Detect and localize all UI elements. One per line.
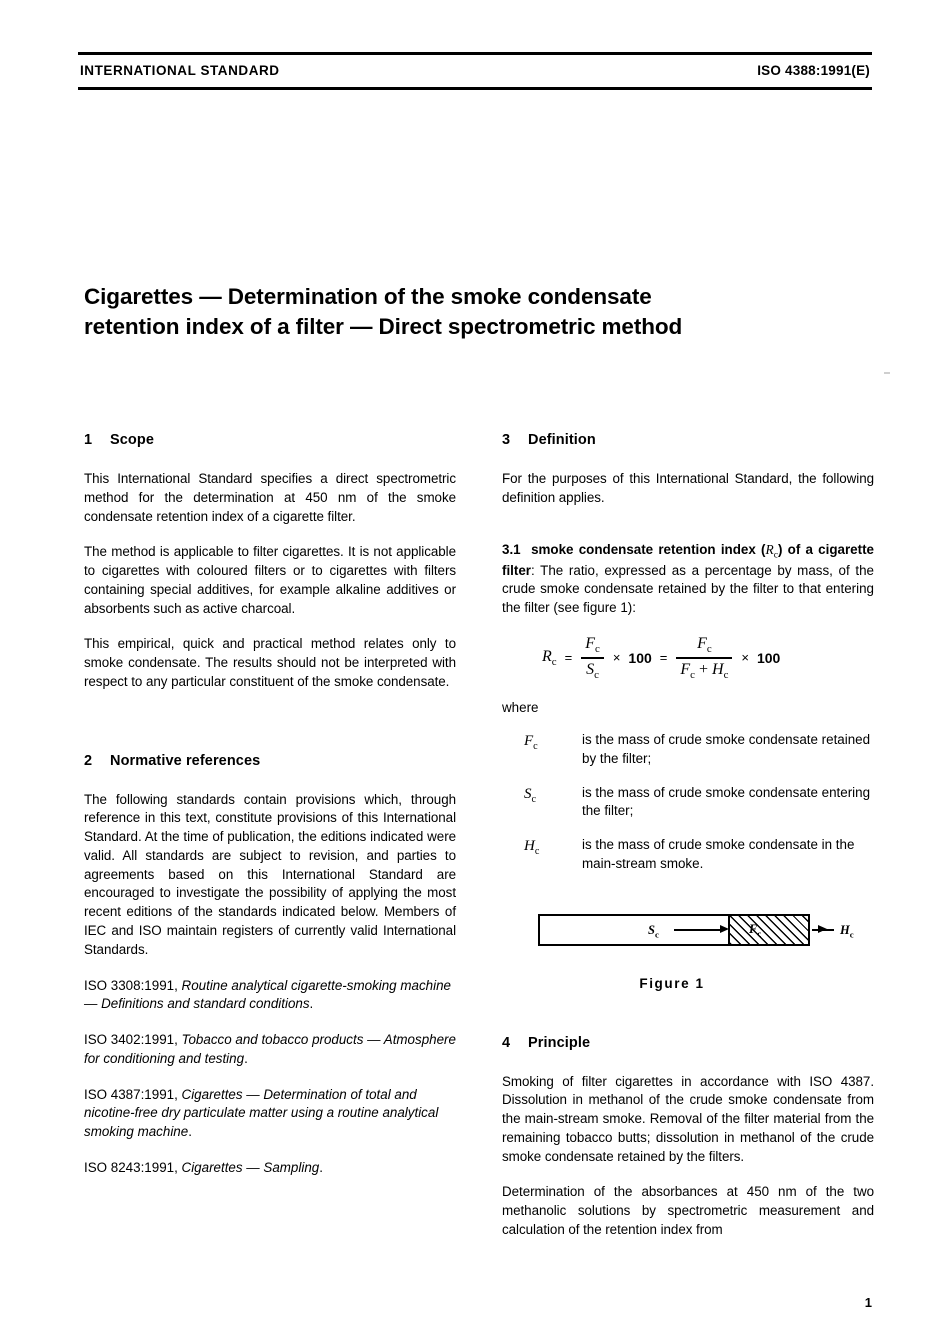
variable-description: is the mass of crude smoke condensate entering the filter; <box>582 784 871 819</box>
formula-fraction-2-bar <box>676 657 732 659</box>
formula-times-2: × <box>741 650 749 666</box>
section-heading-principle <box>502 1035 874 1051</box>
reference-tail: . <box>319 1159 323 1175</box>
header-left-label: INTERNATIONAL STANDARD <box>80 63 280 78</box>
reference-item <box>84 1031 456 1069</box>
section-gap <box>84 709 456 753</box>
formula-hundred-2: 100 <box>756 649 781 666</box>
scope-paragraph-2: The method is applicable to filter cigarettes. It is not applicable to cigarettes with coloured filters or to cigarettes with filters containing special additives, for example alkaline additives or absorbents such as active charcoal. <box>84 544 456 616</box>
page-number: 1 <box>864 1295 872 1310</box>
scope-paragraph-1: This International Standard specifies a direct spectrometric method for the determination at 450 nm of the smoke condensate retention index of a cigarette filter. <box>84 471 456 524</box>
reference-item <box>84 977 456 1015</box>
reference-title: Routine analytical cigarette-smoking machine — Definitions and standard conditions <box>84 977 451 1012</box>
variable-description: is the mass of crude smoke condensate in the main-stream smoke. <box>582 837 855 871</box>
variable-symbol: $S_c$ <box>524 785 537 805</box>
page-header <box>78 52 872 90</box>
variable-definitions-list <box>502 731 874 874</box>
variable-symbol: $F_c$ <box>524 732 538 752</box>
section-heading-normative-references <box>84 753 456 769</box>
left-column <box>84 432 456 1195</box>
smoke-outflow-arrow-head <box>818 925 827 933</box>
principle-paragraph-1: Smoking of filter cigarettes in accordance with ISO 4387. Dissolution in methanol of the crude smoke condensate from the main-stream smoke. Removal of the filter material from the remaining tobacco butts; dissolution in methanol of the crude smoke condensate retained by the filters. <box>502 1073 874 1164</box>
reference-tail: . <box>244 1050 248 1066</box>
header-rule-bottom <box>78 87 872 90</box>
right-column <box>502 432 874 1240</box>
reference-item <box>84 1159 456 1178</box>
variable-description: is the mass of crude smoke condensate retained by the filter; <box>582 731 871 766</box>
reference-id: ISO 4387:1991, <box>84 1086 182 1102</box>
section-heading-scope <box>84 432 456 448</box>
section-title-normative-references: Normative references <box>110 752 261 769</box>
figure-label-sc: $S_c$ <box>648 922 659 940</box>
reference-title: Cigarettes — Determination of total and nicotine-free dry particulate matter using a routine analytical smoking machine <box>84 1086 439 1140</box>
figure-1-diagram <box>502 902 874 960</box>
reference-id: ISO 3402:1991, <box>84 1032 182 1048</box>
smoke-inflow-arrow-head <box>720 925 729 933</box>
smoke-inflow-arrow-line <box>674 929 724 931</box>
figure-label-fc: $F_c$ <box>749 921 762 939</box>
scope-paragraph-3: This empirical, quick and practical method relates only to smoke condensate. The results should not be interpreted with respect to any particular constituent of the smoke condensate. <box>84 636 456 689</box>
formula-fraction-1-bar <box>581 657 604 659</box>
formula-lhs: $R_c$ <box>542 647 557 669</box>
cigarette-filter-hatched-region <box>728 916 808 944</box>
section-number-2: 2 <box>84 752 93 769</box>
section-title-definition: Definition <box>528 432 596 448</box>
formula-fraction-2-numerator: $F_c$ <box>697 634 712 655</box>
document-title-line-1: Cigarettes — Determination of the smoke condensate <box>84 284 652 309</box>
reference-tail: . <box>188 1124 192 1140</box>
formula-fraction-1 <box>581 635 604 682</box>
definition-entry-number: 3.1 <box>502 541 521 557</box>
principle-paragraph-2: Determination of the absorbances at 450 nm of the two methanolic solutions by spectrometric measurement and calculation of the retention index from <box>502 1184 874 1237</box>
variable-row <box>502 836 874 874</box>
formula-hundred-1: 100 <box>628 649 652 666</box>
definition-entry: 3.1 smoke condensate retention index $(R_c)$ of a cigarette filter: The ratio, expressed as a percentage by mass, of the crude smoke condensate retained by the filter to that entering the filter (see figure 1): <box>502 541 874 616</box>
formula-fraction-1-numerator: $F_c$ <box>585 634 600 655</box>
reference-tail: . <box>309 996 314 1012</box>
section-heading-definition <box>502 432 874 448</box>
reference-item <box>84 1086 456 1142</box>
formula-equals-1: = <box>564 650 573 666</box>
header-standard-number: ISO 4388:1991(E) <box>757 63 870 78</box>
principle-gap <box>502 991 874 1035</box>
figure-1-block <box>502 902 874 991</box>
formula-equals-2: = <box>659 650 668 666</box>
figure-label-hc: $H_c$ <box>840 922 854 940</box>
definition-intro: For the purposes of this International Standard, the following definition applies. <box>502 471 874 505</box>
header-row <box>78 55 872 87</box>
normative-references-intro: The following standards contain provisions which, through reference in this text, constitute provisions of this International Standard. At the time of publication, the editions indicated were valid. All standards are subject to revision, and parties to agreements based on this International Standard are encouraged to investigate the possibility of applying the most recent editions of the standards indicated below. Members of IEC and ISO maintain registers of currently valid International Standards. <box>84 791 456 957</box>
reference-id: ISO 3308:1991, <box>84 977 182 993</box>
scan-speck <box>884 372 890 374</box>
figure-1-caption: Figure 1 <box>639 975 705 991</box>
reference-title: Cigarettes — Sampling <box>181 1159 320 1175</box>
definition-term-symbol: $R_c$ <box>765 541 778 561</box>
body-columns <box>84 432 890 1272</box>
section-title-scope: Scope <box>110 432 155 448</box>
definition-term-part-1: smoke condensate retention index <box>531 541 756 557</box>
section-number-4: 4 <box>502 1034 511 1051</box>
reference-title: Tobacco and tobacco products — Atmosphere for conditioning and testing <box>84 1032 456 1066</box>
formula-fraction-2 <box>676 635 732 682</box>
definition-term-body: : The ratio, expressed as a percentage by mass, of the crude smoke condensate retained by the filter to that entering the filter (see figure 1): <box>502 562 874 616</box>
definition-gap <box>502 525 874 541</box>
variable-symbol: $H_c$ <box>524 838 540 858</box>
document-title-line-2: retention index of a filter — Direct spectrometric method <box>84 313 683 339</box>
formula-fraction-2-denominator: $F_c + H_c$ <box>680 660 729 681</box>
formula-times-1: × <box>612 650 621 666</box>
variable-row <box>502 731 874 769</box>
variable-row <box>502 784 874 822</box>
formula-fraction-1-denominator: $S_c$ <box>586 660 599 681</box>
where-label: where <box>502 699 539 715</box>
retention-index-formula <box>502 632 874 684</box>
document-title <box>84 282 874 342</box>
section-number-1: 1 <box>84 432 93 448</box>
section-number-3: 3 <box>502 432 511 448</box>
reference-id: ISO 8243:1991, <box>84 1159 182 1175</box>
definition-term-part-2: of a cigarette filter <box>502 541 874 578</box>
section-title-principle: Principle <box>528 1034 591 1051</box>
